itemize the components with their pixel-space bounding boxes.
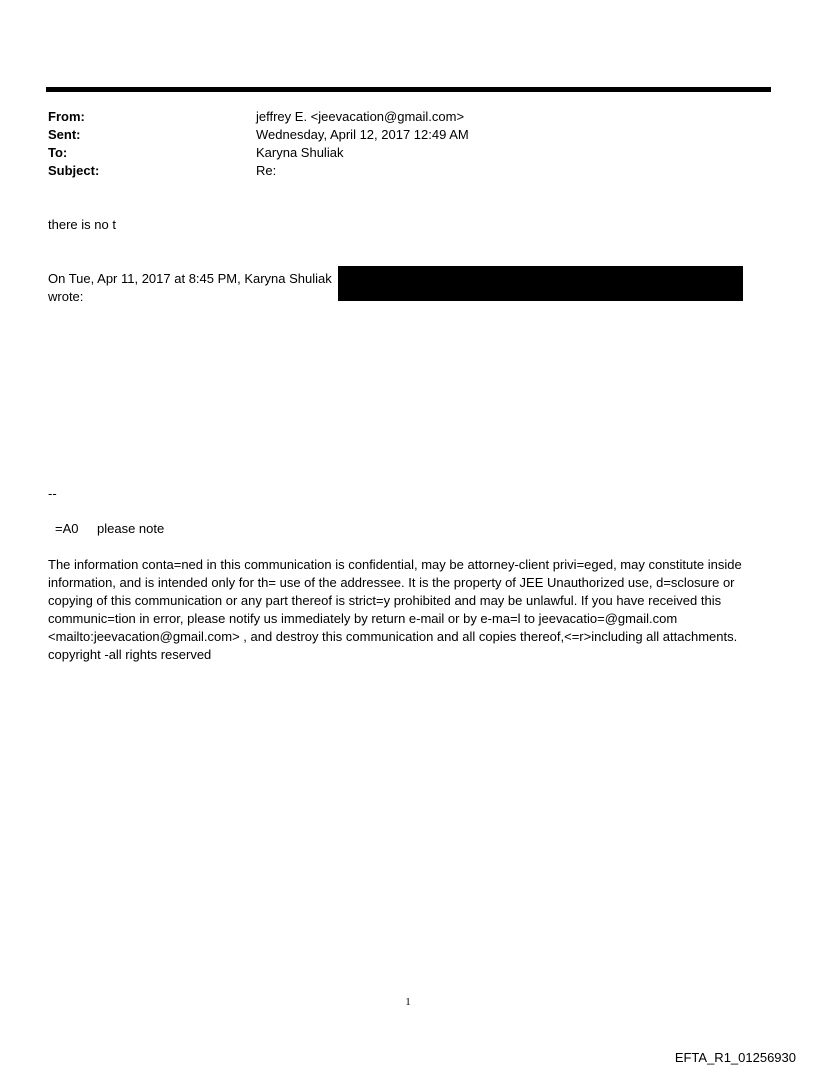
document-id: EFTA_R1_01256930 bbox=[674, 1050, 796, 1065]
note-text: please note bbox=[97, 521, 165, 536]
sent-label: Sent: bbox=[48, 127, 81, 142]
subject-value: Re: bbox=[256, 163, 277, 178]
to-value: Karyna Shuliak bbox=[256, 145, 344, 160]
note-prefix: =A0 bbox=[55, 521, 79, 536]
from-value: jeffrey E. <jeevacation@gmail.com> bbox=[256, 109, 465, 124]
to-label: To: bbox=[48, 145, 68, 160]
email-header bbox=[48, 108, 469, 180]
reply-text: there is no t bbox=[48, 217, 116, 232]
header-rule bbox=[46, 87, 771, 92]
from-row bbox=[48, 108, 469, 126]
redaction-box bbox=[338, 266, 743, 301]
to-row bbox=[48, 144, 469, 162]
signature-dashes: -- bbox=[48, 486, 57, 501]
subject-label: Subject: bbox=[48, 163, 100, 178]
quote-line-1: On Tue, Apr 11, 2017 at 8:45 PM, Karyna Shuliak bbox=[48, 271, 332, 286]
subject-row bbox=[48, 162, 469, 180]
sent-value: Wednesday, April 12, 2017 12:49 AM bbox=[256, 127, 469, 142]
sent-row bbox=[48, 126, 469, 144]
note-line bbox=[55, 520, 164, 538]
quote-line-2: wrote: bbox=[48, 289, 84, 304]
from-label: From: bbox=[48, 109, 85, 124]
confidentiality-disclaimer: The information conta=ned in this communication is confidential, may be attorney-client privi=eged, may constitute inside information, and is intended only for th= use of the addressee. It is the property of JEE Unauthorized use, d=sclosure or copying of this communication or any part thereof is strict=y prohibited and may be unlawful. If you have received this communic=tion in error, please notify us immediately by return e-mail or by e-ma=l to jeevacatio=@gmail.com <mailto:jeevacation@gmail.com> , and destroy this communication and all copies thereof,<=r>including all attachments. copyright -all rights reserved bbox=[48, 557, 742, 662]
page-number: 1 bbox=[405, 996, 411, 1008]
